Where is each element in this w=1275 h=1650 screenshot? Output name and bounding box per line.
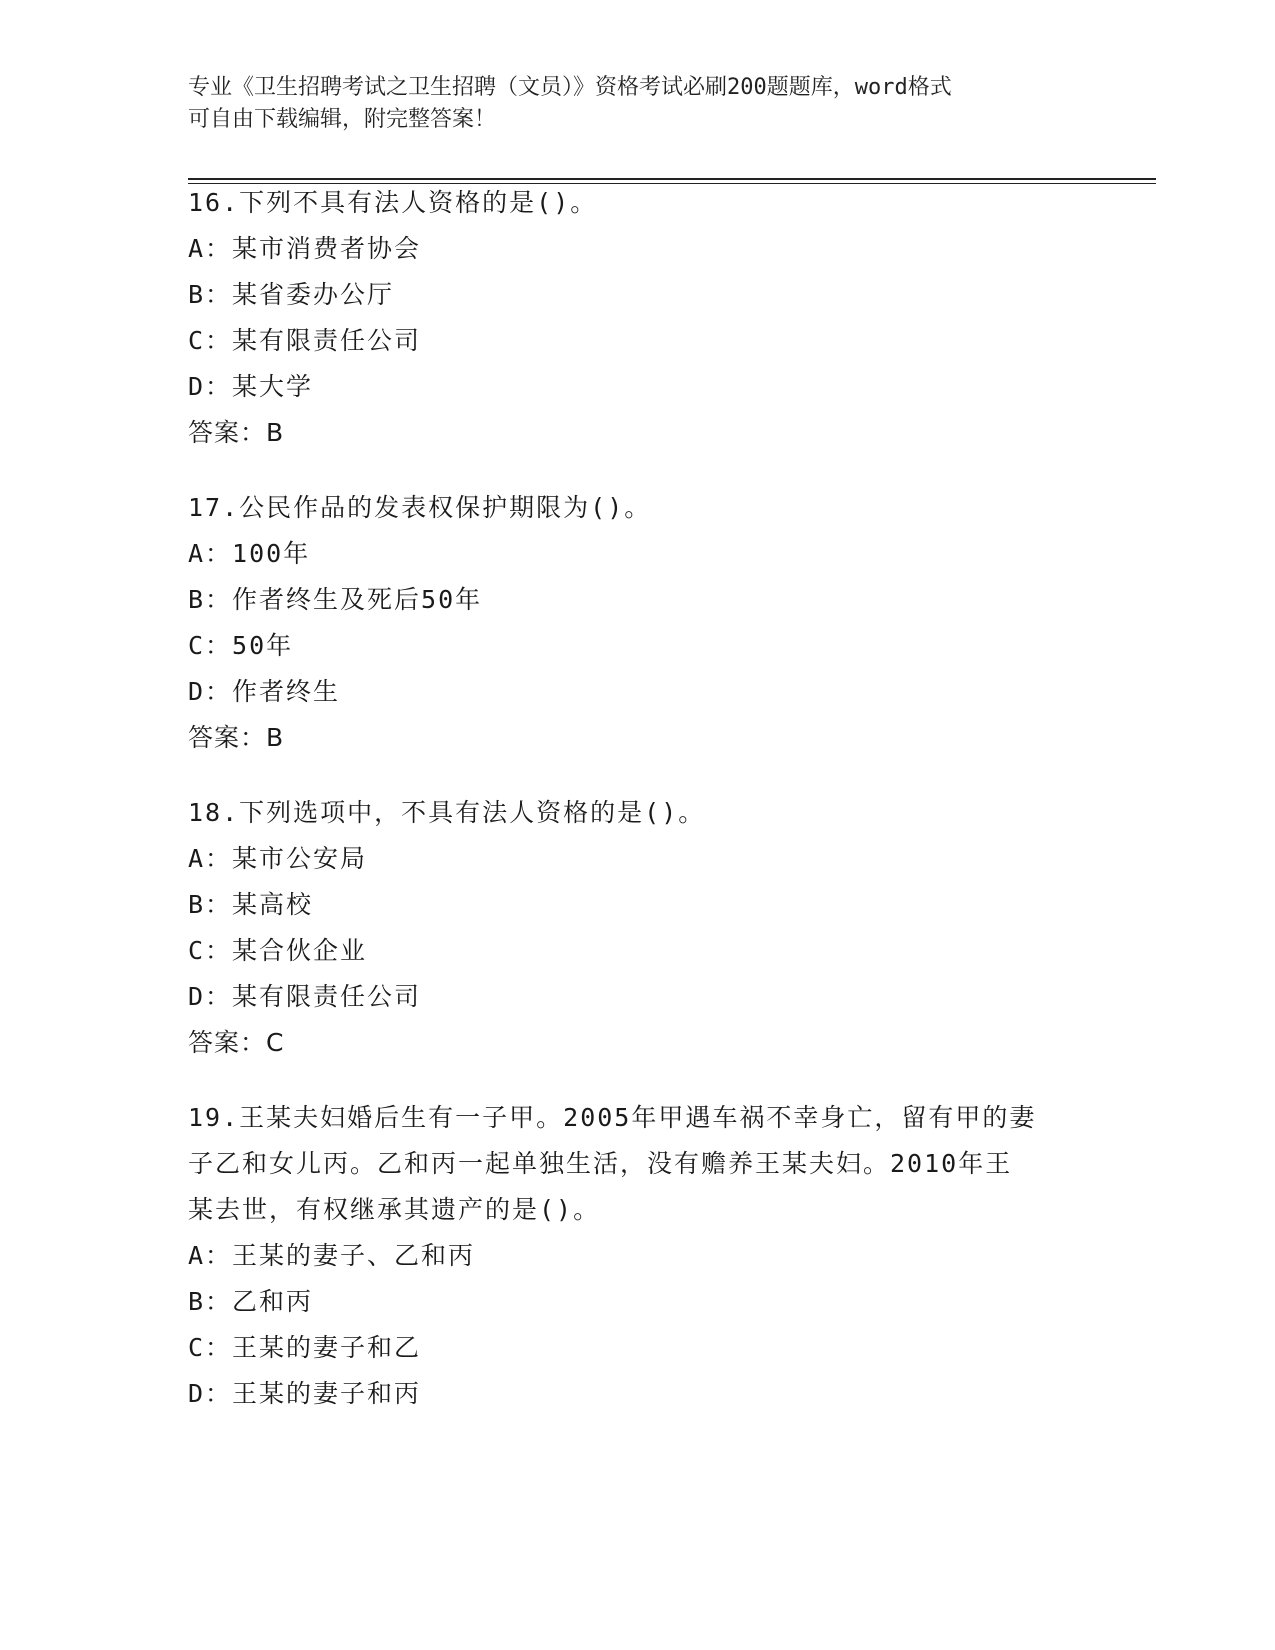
document-header xyxy=(188,72,1068,136)
question-19 xyxy=(188,1095,1088,1417)
option-d: D：作者终生 xyxy=(188,677,341,706)
option-b: B：某高校 xyxy=(188,890,314,919)
question-18 xyxy=(188,790,1088,1066)
option-b: B：乙和丙 xyxy=(188,1287,314,1316)
option-c: C：某合伙企业 xyxy=(188,936,368,965)
option-c: C：50年 xyxy=(188,631,294,660)
header-line-1: 专业《卫生招聘考试之卫生招聘（文员）》资格考试必刷200题题库，word格式 xyxy=(188,75,952,100)
question-stem-line-2: 子乙和女儿丙。乙和丙一起单独生活，没有赡养王某夫妇。2010年王 xyxy=(188,1149,1013,1178)
answer-text: 答案：B xyxy=(188,418,285,447)
option-d: D：王某的妻子和丙 xyxy=(188,1379,422,1408)
answer-text: 答案：C xyxy=(188,1028,285,1057)
option-a: A：王某的妻子、乙和丙 xyxy=(188,1241,476,1270)
option-a: A：100年 xyxy=(188,539,311,568)
option-a: A：某市消费者协会 xyxy=(188,234,422,263)
option-c: C：某有限责任公司 xyxy=(188,326,422,355)
question-17 xyxy=(188,485,1088,761)
question-16 xyxy=(188,180,1088,456)
question-stem: 18.下列选项中，不具有法人资格的是()。 xyxy=(188,798,706,827)
question-stem-line-1: 19.王某夫妇婚后生有一子甲。2005年甲遇车祸不幸身亡，留有甲的妻 xyxy=(188,1103,1037,1132)
answer-text: 答案：B xyxy=(188,723,285,752)
option-b: B：某省委办公厅 xyxy=(188,280,395,309)
option-b: B：作者终生及死后50年 xyxy=(188,585,483,614)
header-line-2: 可自由下载编辑，附完整答案！ xyxy=(188,107,497,132)
option-d: D：某大学 xyxy=(188,372,314,401)
option-d: D：某有限责任公司 xyxy=(188,982,422,1011)
option-c: C：王某的妻子和乙 xyxy=(188,1333,422,1362)
question-stem-line-3: 某去世，有权继承其遗产的是()。 xyxy=(188,1195,601,1224)
option-a: A：某市公安局 xyxy=(188,844,368,873)
question-stem: 17.公民作品的发表权保护期限为()。 xyxy=(188,493,652,522)
question-stem: 16.下列不具有法人资格的是()。 xyxy=(188,188,598,217)
